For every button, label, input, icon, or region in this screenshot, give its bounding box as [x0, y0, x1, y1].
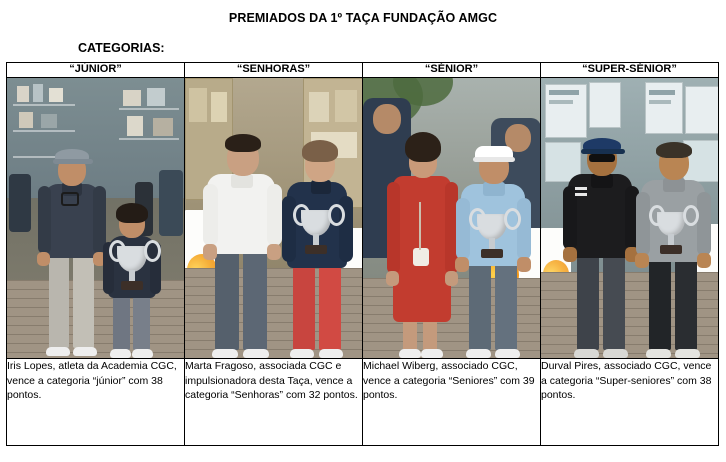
awards-table — [6, 62, 719, 446]
caption-senior: Michael Wiberg, associado CGC, vence a categoria “Seniores” com 39 pontos. — [363, 359, 541, 446]
category-header-senior: “SÉNIOR” — [363, 63, 541, 78]
caption-junior: Iris Lopes, atleta da Academia CGC, vence a categoria “júnior” com 38 pontos. — [7, 359, 185, 446]
table-row-headers — [7, 63, 719, 78]
photo-cell-super-senior — [541, 78, 719, 359]
table-row-photos — [7, 78, 719, 359]
photo-junior — [7, 78, 184, 358]
page-title: PREMIADOS DA 1º TAÇA FUNDAÇÃO AMGC — [228, 11, 498, 25]
photo-senhoras — [185, 78, 362, 358]
caption-senhoras: Marta Fragoso, associada CGC e impulsionadora desta Taça, vence a categoria “Senhoras” com 32 pontos. — [185, 359, 363, 446]
table-row-captions — [7, 359, 719, 446]
photo-cell-junior — [7, 78, 185, 359]
category-header-junior: “JÚNIOR” — [7, 63, 185, 78]
category-header-super-senior: “SUPER-SÉNIOR” — [541, 63, 719, 78]
photo-cell-senhoras — [185, 78, 363, 359]
caption-super-senior: Durval Pires, associado CGC, vence a categoria “Super-seniores” com 38 pontos. — [541, 359, 719, 446]
photo-super-senior — [541, 78, 718, 358]
photo-cell-senior — [363, 78, 541, 359]
document-page — [0, 11, 726, 462]
photo-senior — [363, 78, 540, 358]
section-subtitle: CATEGORIAS: — [78, 41, 165, 55]
category-header-senhoras: “SENHORAS” — [185, 63, 363, 78]
